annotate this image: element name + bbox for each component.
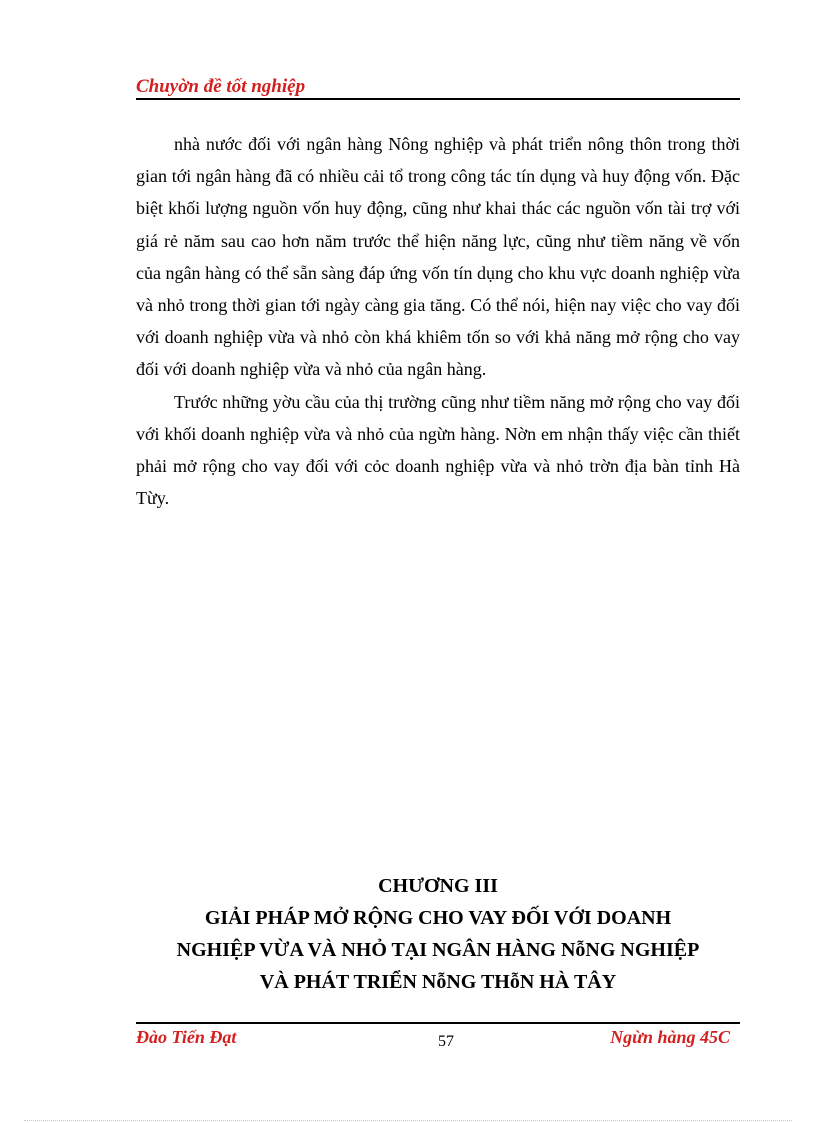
footer-divider: [136, 1022, 740, 1024]
footer-class: Ngừn hàng 45C: [610, 1027, 730, 1047]
chapter-heading: [136, 870, 740, 998]
chapter-title-line: GIẢI PHÁP MỞ RỘNG CHO VAY ĐỐI VỚI DOANH: [204, 907, 672, 929]
chapter-title-line: NGHIỆP VỪA VÀ NHỎ TẠI NGÂN HÀNG NỗNG NGHIỆP: [176, 939, 700, 961]
page-number: 57: [438, 1033, 454, 1050]
header-title: Chuyờn đề tốt nghiệp: [136, 76, 306, 97]
paragraph: Trước những yờu cầu của thị trường cũng như tiềm năng mở rộng cho vay đối với khối doanh nghiệp vừa và nhỏ của ngừn hàng. Nờn em nhận thấy việc cần thiết phải mở rộng cho vay đối với cỏc doanh nghiệp vừa và nhỏ trờn địa bàn tỉnh Hà Từy.: [136, 391, 740, 509]
chapter-number: CHƯƠNG III: [378, 875, 498, 897]
page-boundary: [24, 1120, 792, 1121]
body-text: [136, 128, 740, 514]
chapter-title-line: VÀ PHÁT TRIỂN NỗNG THỗN HÀ TÂY: [259, 971, 617, 993]
paragraph: nhà nước đối với ngân hàng Nông nghiệp và phát triển nông thôn trong thời gian tới ngân hàng đã có nhiều cải tổ trong công tác tín dụng và huy động vốn. Đặc biệt khối lượng nguồn vốn huy động, cũng như khai thác các nguồn vốn tài trợ với giá rẻ năm sau cao hơn năm trước thể hiện năng lực, cũng như tiềm năng về vốn của ngân hàng có thể sẵn sàng đáp ứng vốn tín dụng cho khu vực doanh nghiệp vừa và nhỏ trong thời gian tới ngày càng gia tăng. Có thể nói, hiện nay việc cho vay đối với doanh nghiệp vừa và nhỏ còn khá khiêm tốn so với khả năng mở rộng cho vay đối với doanh nghiệp vừa và nhỏ của ngân hàng.: [136, 134, 740, 380]
header-divider: [136, 98, 740, 100]
footer-author: Đào Tiến Đạt: [136, 1027, 237, 1047]
